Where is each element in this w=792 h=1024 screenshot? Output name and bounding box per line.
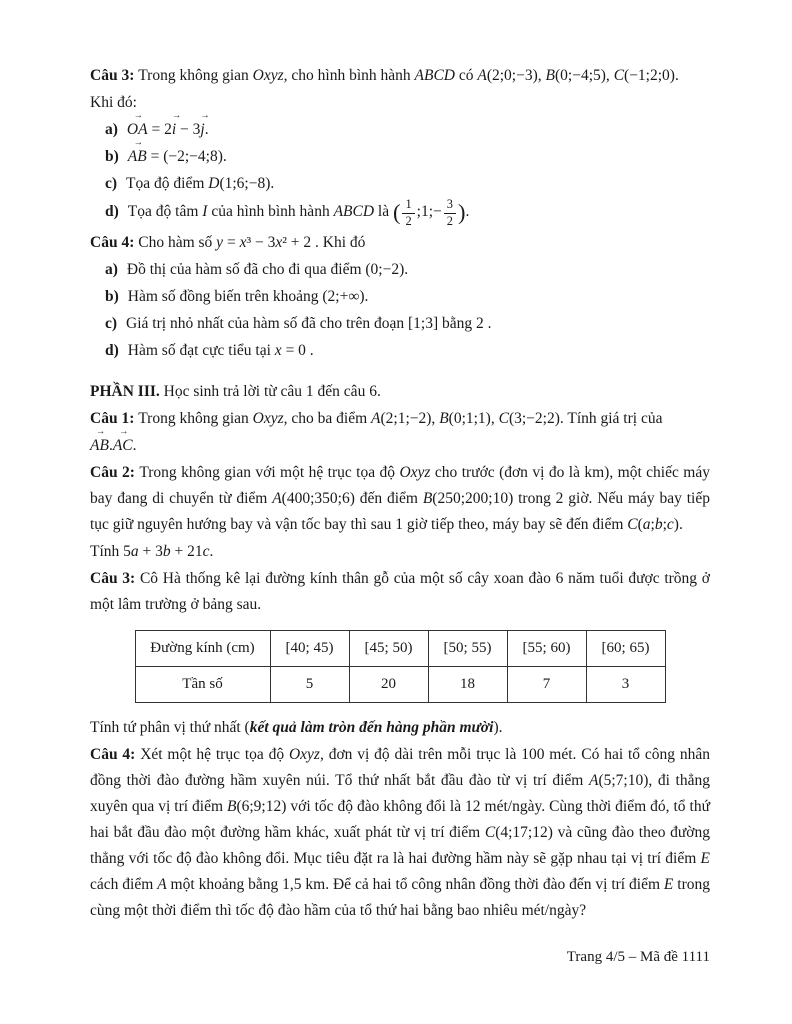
- vector-symbol: i →: [172, 117, 176, 143]
- text-segment: .: [108, 436, 113, 454]
- text-segment: .: [209, 542, 214, 560]
- text-segment: (: [637, 515, 643, 533]
- frequency-table-wrap: [90, 630, 710, 703]
- text-segment: x: [239, 233, 247, 251]
- table-row: [135, 630, 665, 666]
- text-segment: D: [208, 175, 220, 192]
- text-segment: ;1;−: [416, 202, 442, 220]
- text-segment: c: [202, 542, 210, 560]
- text-segment: một khoảng bằng 1,5 km. Để cả hai tổ công nhân đồng thời đào đến vị trí điểm: [166, 875, 664, 893]
- table-cell: 7: [507, 666, 586, 702]
- text-segment: (0;−4;5),: [555, 67, 614, 84]
- vector-symbol: AC →: [113, 433, 133, 459]
- item-label: c): [105, 175, 118, 192]
- text-segment: Câu 2:: [90, 463, 140, 481]
- text-segment: và cũng đào theo đường thẳng với tốc độ đào không đổi. Mục tiêu đặt ra là hai đường hầm này sẽ gặp nhau tại vị trí điểm: [90, 823, 710, 867]
- text-segment: c: [666, 515, 674, 533]
- text-segment: Oxyz,: [252, 409, 288, 427]
- item-label: a): [105, 260, 118, 278]
- text-segment: (2;1;−2),: [380, 409, 440, 427]
- text-segment: ).: [673, 515, 683, 533]
- paragraph: [90, 90, 710, 116]
- question-item: [90, 284, 710, 310]
- text-segment: .: [204, 121, 209, 138]
- text-segment: ² + 2 . Khi đó: [282, 233, 366, 251]
- text-segment: E: [663, 875, 674, 893]
- paragraph: [90, 379, 710, 405]
- text-segment: kết quả làm tròn đến hàng phần mười: [249, 718, 494, 736]
- text-segment: C: [498, 409, 509, 427]
- text-segment: (3;−2;2).: [508, 409, 564, 427]
- text-segment: Oxyz,: [288, 745, 324, 763]
- text-segment: (: [392, 199, 401, 225]
- text-segment: đến điểm: [354, 489, 423, 507]
- fraction-numerator: 3: [446, 197, 453, 211]
- text-segment: A: [371, 409, 381, 427]
- text-segment: Tính tứ phân vị thứ nhất (: [90, 718, 250, 736]
- text-segment: B: [545, 67, 555, 84]
- text-segment: Tọa độ tâm: [127, 202, 203, 220]
- text-segment: A: [477, 67, 487, 84]
- table-cell: [50; 55): [428, 630, 507, 666]
- text-segment: (1;6;−8).: [219, 175, 275, 192]
- table-cell: 20: [349, 666, 428, 702]
- text-segment: (4;17;12): [495, 823, 553, 841]
- text-segment: C: [627, 515, 638, 533]
- text-segment: Tính 5: [90, 542, 131, 560]
- text-segment: + 21: [170, 542, 203, 560]
- vector-symbol: j →: [200, 117, 204, 143]
- fraction: [444, 198, 456, 229]
- text-segment: Cho hàm số: [138, 233, 217, 251]
- fraction: [402, 198, 414, 229]
- text-segment: , đi thẳng xuyên qua vị trí điểm: [90, 771, 710, 815]
- fraction-denominator: 2: [402, 213, 414, 229]
- table-cell: [55; 60): [507, 630, 586, 666]
- text-segment: Oxyz,: [252, 67, 288, 84]
- text-segment: b: [162, 542, 171, 560]
- text-segment: − 3: [176, 121, 201, 138]
- text-segment: Hàm số đạt cực tiểu tại: [127, 341, 275, 359]
- question-item: [90, 171, 710, 197]
- text-segment: ): [457, 199, 466, 225]
- frequency-table: [135, 630, 666, 703]
- text-segment: Trong không gian với một hệ trục tọa độ: [139, 463, 400, 481]
- text-segment: có: [454, 67, 478, 84]
- item-label: c): [105, 314, 118, 332]
- text-segment: b: [654, 515, 663, 533]
- text-segment: y: [216, 233, 224, 251]
- text-segment: cho trước (đơn vị đo là km), một chiếc máy bay đang di chuyển từ điểm: [90, 463, 710, 507]
- text-segment: = 0 .: [281, 341, 314, 359]
- question-item: [90, 144, 710, 170]
- table-cell: 5: [270, 666, 349, 702]
- text-segment: =: [223, 233, 240, 251]
- item-label: b): [105, 287, 119, 305]
- text-segment: của hình bình hành: [207, 202, 334, 220]
- text-segment: Đồ thị của hàm số đã cho đi qua điểm (0;−2).: [126, 260, 409, 278]
- table-row: [135, 666, 665, 702]
- question-item: [90, 117, 710, 143]
- paragraph: [90, 566, 710, 618]
- item-label: a): [105, 121, 118, 138]
- vector-symbol: OA →: [127, 117, 148, 143]
- paragraph: [90, 230, 710, 256]
- text-segment: a: [642, 515, 651, 533]
- text-segment: cho hình bình hành: [287, 67, 415, 84]
- text-segment: với tốc độ đào không đổi là 12 mét/ngày. Cùng thời điểm đó, tổ thứ hai bắt đầu đào một đường hầm khác, xuất phát từ vị trí điểm: [90, 797, 710, 841]
- text-segment: ).: [493, 718, 503, 736]
- text-segment: Tính giá trị của: [563, 409, 663, 427]
- item-label: b): [105, 148, 119, 165]
- text-segment: B: [227, 797, 237, 815]
- paragraph: [90, 406, 710, 432]
- table-cell: [45; 50): [349, 630, 428, 666]
- paragraph: [90, 460, 710, 538]
- fraction-numerator: 1: [405, 197, 412, 211]
- text-segment: Câu 3:: [90, 569, 140, 587]
- text-segment: Trong không gian: [138, 67, 253, 84]
- text-segment: ³ − 3: [246, 233, 276, 251]
- question-item: [90, 338, 710, 364]
- text-segment: cách điểm: [90, 875, 158, 893]
- fraction-denominator: 2: [444, 213, 456, 229]
- text-segment: Oxyz: [399, 463, 431, 481]
- document-content: [90, 63, 710, 924]
- question-item: [90, 311, 710, 337]
- item-label: d): [105, 202, 119, 220]
- text-segment: ABCD: [333, 202, 375, 220]
- text-segment: (400;350;6): [281, 489, 355, 507]
- text-segment: PHẦN III.: [90, 382, 164, 400]
- text-segment: x: [274, 341, 282, 359]
- text-segment: đơn vị độ dài trên mỗi trục là 100 mét. Có hai tổ công nhân đồng thời đào đường hầm xuyên núi. Tổ thứ nhất bắt đầu đào từ vị trí điểm: [90, 745, 711, 789]
- text-segment: ;: [662, 515, 667, 533]
- text-segment: Trong không gian: [138, 409, 253, 427]
- text-segment: (6;9;12): [236, 797, 287, 815]
- text-segment: Câu 1:: [90, 409, 139, 427]
- page-footer: Trang 4/5 – Mã đề 1111: [566, 949, 710, 965]
- text-segment: B: [439, 409, 449, 427]
- text-segment: .: [465, 202, 470, 220]
- paragraph: [90, 433, 710, 459]
- text-segment: C: [484, 823, 496, 841]
- text-segment: Học sinh trả lời từ câu 1 đến câu 6.: [163, 382, 381, 400]
- text-segment: (−1;2;0).: [624, 67, 679, 84]
- text-segment: Khi đó:: [90, 94, 137, 111]
- question-item: [90, 257, 710, 283]
- text-segment: C: [613, 67, 625, 84]
- table-cell: 18: [428, 666, 507, 702]
- text-segment: A: [272, 489, 282, 507]
- paragraph: [90, 742, 710, 924]
- text-segment: (250;200;10): [432, 489, 514, 507]
- text-segment: ;: [650, 515, 655, 533]
- text-segment: cho ba điểm: [287, 409, 372, 427]
- text-segment: E: [700, 849, 710, 867]
- text-segment: trong cùng một thời điểm thì tốc độ đào hầm của tổ thứ hai bằng bao nhiêu mét/ngày?: [90, 875, 711, 919]
- text-segment: Giá trị nhỏ nhất của hàm số đã cho trên đoạn [1;3] bằng 2 .: [126, 314, 492, 332]
- text-segment: I: [202, 202, 208, 220]
- text-segment: x: [275, 233, 283, 251]
- paragraph: [90, 63, 710, 89]
- text-segment: (0;1;1),: [448, 409, 499, 427]
- paragraph: [90, 539, 710, 565]
- text-segment: Câu 4:: [90, 745, 141, 763]
- text-segment: = (−2;−4;8).: [146, 148, 227, 165]
- text-segment: A: [157, 875, 167, 893]
- text-segment: + 3: [138, 542, 163, 560]
- text-segment: A: [588, 771, 599, 789]
- text-segment: Câu 3:: [90, 67, 139, 84]
- text-segment: Hàm số đồng biến trên khoảng (2;+∞).: [127, 287, 369, 305]
- row-header-cell: Tần số: [135, 666, 270, 702]
- table-cell: 3: [586, 666, 665, 702]
- text-segment: .: [132, 436, 137, 454]
- item-label: d): [105, 341, 119, 359]
- text-segment: (5;7;10): [598, 771, 649, 789]
- row-header-cell: Đường kính (cm): [135, 630, 270, 666]
- text-segment: (2;0;−3),: [486, 67, 546, 84]
- text-segment: Tọa độ điểm: [126, 175, 209, 192]
- text-segment: trong 2 giờ. Nếu máy bay tiếp tục giữ nguyên hướng bay và vận tốc bay thì sau 1 giờ tiếp theo, máy bay sẽ đến điểm: [90, 489, 710, 533]
- text-segment: Câu 4:: [90, 233, 139, 251]
- table-cell: [60; 65): [586, 630, 665, 666]
- text-segment: = 2: [147, 121, 172, 138]
- text-segment: B: [422, 489, 433, 507]
- text-segment: ABCD: [414, 67, 455, 84]
- text-segment: Cô Hà thống kê lại đường kính thân gỗ của một số cây xoan đào 6 năm tuổi được trồng ở một lâm trường ở bảng sau.: [90, 569, 710, 613]
- text-segment: là: [374, 202, 393, 220]
- paragraph: [90, 715, 710, 741]
- question-item: [90, 198, 710, 229]
- vector-symbol: AB →: [128, 144, 147, 170]
- table-cell: [40; 45): [270, 630, 349, 666]
- text-segment: Xét một hệ trục tọa độ: [140, 745, 289, 763]
- text-segment: a: [130, 542, 139, 560]
- vector-symbol: AB →: [90, 433, 109, 459]
